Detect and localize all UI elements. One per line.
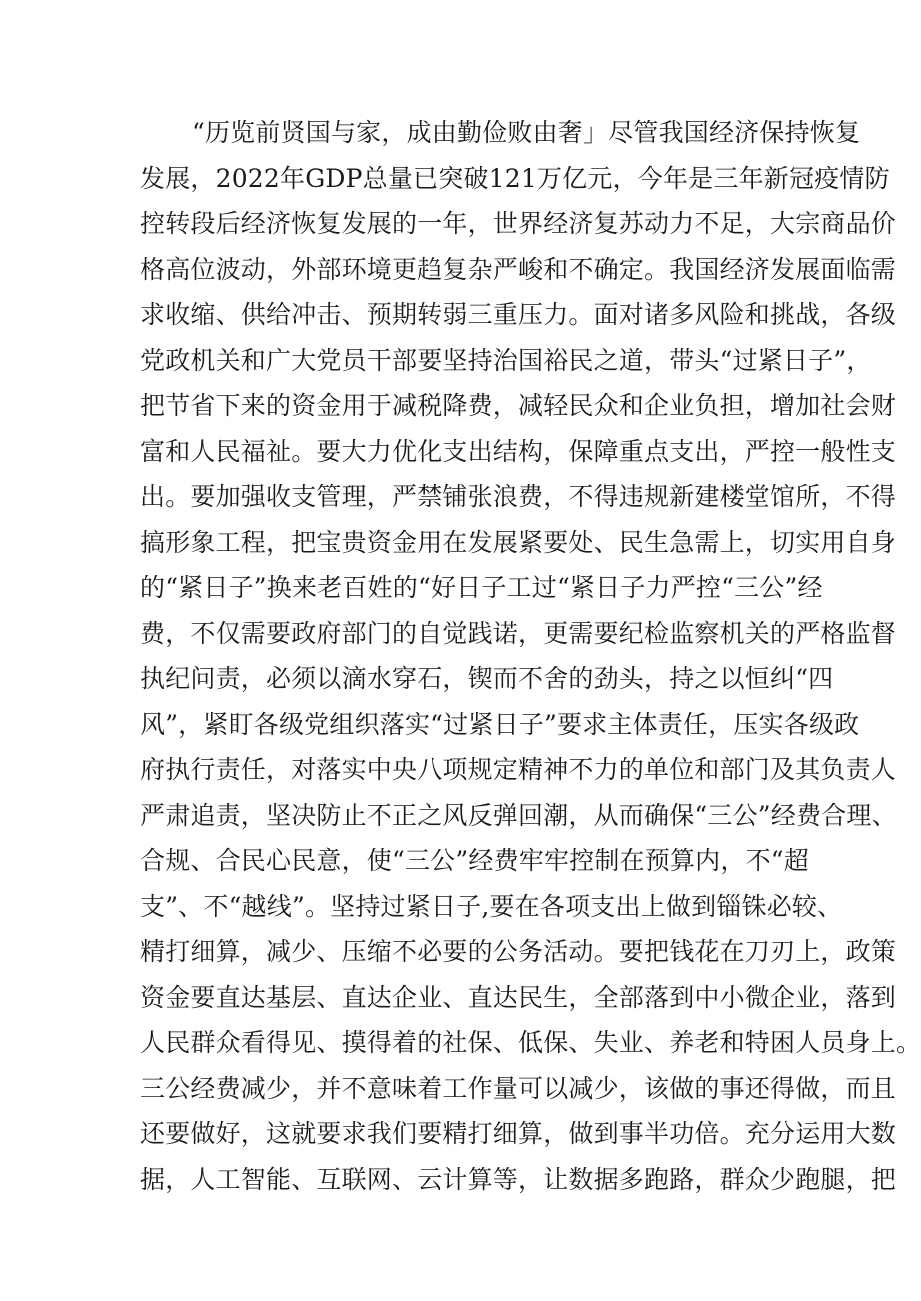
text-line: 费，不仅需要政府部门的自觉践诺，更需要纪检监察机关的严格监督 [140,618,897,648]
text-line: 的“紧日子”换来老百姓的“好日子工过“紧日子力严控“三公”经 [140,573,823,602]
text-line: 搞形象工程，把宝贵资金用在发展紧要处、民生急需上，切实用自身 [140,527,897,557]
text-line: 支”、不“越线”。坚持过紧日子,要在各项支出上做到锱铢必较、 [140,891,843,921]
text-line: 出。要加强收支管理，严禁铺张浪费，不得违规新建楼堂馆所，不得 [140,482,897,511]
body-paragraph [140,110,921,1202]
text-line: 资金要直达基层、直达企业、直达民生，全部落到中小微企业，落到 [140,982,897,1012]
text-line: 党政机关和广大党员干部要坚持治国裕民之道，带头“过紧日子”， [140,345,872,375]
text-line: 求收缩、供给冲击、预期转弱三重压力。面对诸多风险和挑战，各级 [140,300,897,329]
text-line: 发展，2022年GDP总量已突破121万亿元，今年是三年新冠疫情防 [140,163,890,193]
text-line: 合规、合民心民意，使“三公”经费牢牢控制在预算内，不“超 [140,846,809,875]
text-line: 控转段后经济恢复发展的一年，世界经济复苏动力不足，大宗商品价 [140,209,897,238]
text-line: 把节省下来的资金用于减税降费，减轻民众和企业负担，增加社会财 [140,391,897,420]
text-line: 据，人工智能、互联网、云计算等，让数据多跑路，群众少跑腿，把 [140,1164,897,1194]
text-line: 三公经费减少，并不意味着工作量可以减少，该做的事还得做，而且 [140,1073,897,1103]
text-line: 人民群众看得见、摸得着的社保、低保、失业、养老和特困人员身上。 [140,1028,921,1057]
text-line: 精打细算，减少、压缩不必要的公务活动。要把钱花在刀刃上，政策 [140,937,897,966]
text-line: 格高位波动，外部环境更趋复杂严峻和不确定。我国经济发展面临需 [140,254,897,284]
text-line: 还要做好，这就要求我们要精打细算，做到事半功倍。充分运用大数 [140,1119,897,1148]
text-line: 府执行责任，对落实中央八项规定精神不力的单位和部门及其负责人 [140,755,897,784]
text-line: 严肃追责，坚决防止不正之风反弹回潮，从而确保“三公”经费合理、 [140,800,897,830]
text-line: 富和人民福祉。要大力优化支出结构，保障重点支出，严控一般性支 [140,436,897,466]
text-line: “历览前贤国与家，成由勤俭败由奢」尽管我国经济保持恢复 [192,118,861,147]
text-line: 风”，紧盯各级党组织落实“过紧日子”要求主体责任，压实各级政 [140,709,860,739]
text-line: 执纪问责，必须以滴水穿石，锲而不舍的劲头，持之以恒纠“四 [140,664,834,693]
